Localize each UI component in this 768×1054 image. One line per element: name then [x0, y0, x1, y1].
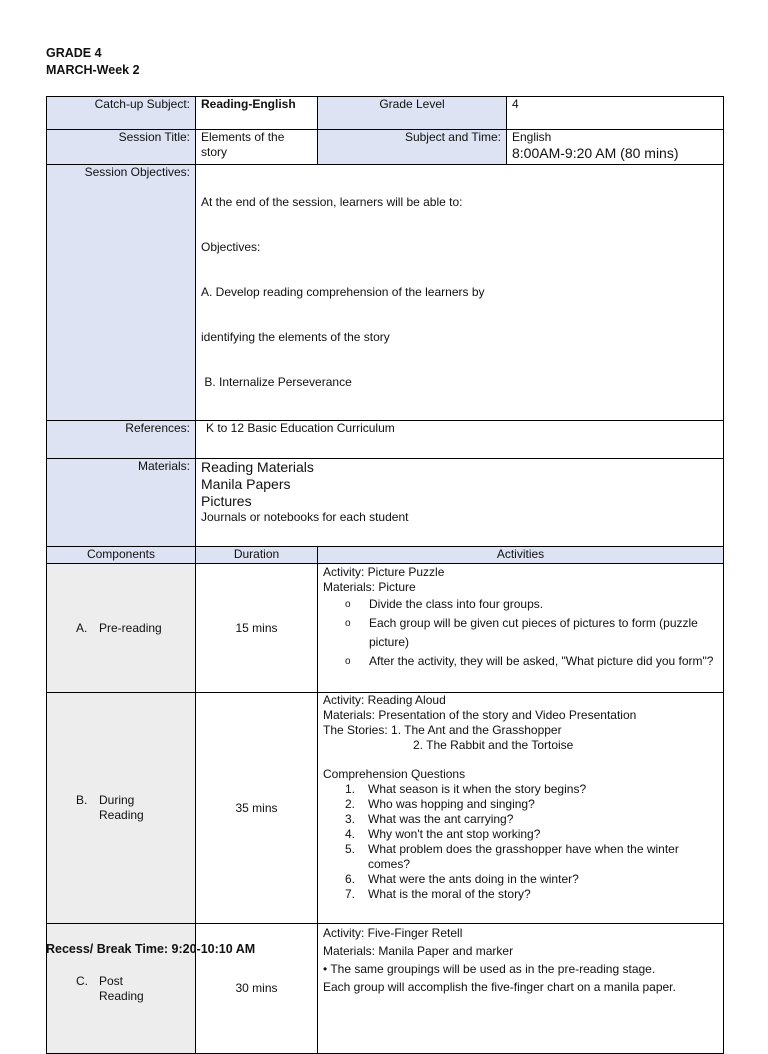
session-title-label: Session Title:	[47, 130, 196, 165]
list-item: 2. Who was hopping and singing?	[345, 797, 535, 811]
activity-title: Activity: Reading Aloud	[323, 693, 446, 707]
references-value: K to 12 Basic Education Curriculum	[196, 421, 724, 459]
component-name: Reading	[99, 808, 144, 822]
pre-reading-component	[47, 564, 196, 693]
week-heading: MARCH-Week 2	[46, 63, 140, 77]
stories-line: 2. The Rabbit and the Tortoise	[413, 738, 574, 752]
row-objectives	[47, 165, 724, 421]
materials-label: Materials:	[47, 459, 196, 547]
materials-cell	[196, 459, 724, 547]
objectives-label: Session Objectives:	[47, 165, 196, 421]
column-header-row	[47, 547, 724, 564]
components-header: Components	[47, 547, 196, 564]
list-item: 5. What problem does the grasshopper have when the winter comes?	[345, 842, 679, 871]
component-letter: C.	[76, 973, 88, 988]
pre-reading-duration: 15 mins	[196, 564, 318, 693]
activities-header: Activities	[318, 547, 724, 564]
component-name: During	[99, 793, 135, 807]
objectives-line: identifying the elements of the story	[201, 330, 390, 344]
list-item: o Each group will be given cut pieces of pictures to form (puzzle picture)	[345, 616, 698, 649]
activity-title: Activity: Five-Finger Retell	[323, 926, 463, 940]
grade-heading: GRADE 4	[46, 46, 102, 60]
grade-level-value: 4	[507, 97, 724, 130]
component-letter: B.	[76, 793, 88, 807]
questions-title: Comprehension Questions	[323, 767, 466, 781]
stories-line: The Stories: 1. The Ant and the Grasshopper	[323, 723, 562, 737]
subject-value: English	[512, 130, 552, 144]
list-item: 4. Why won't the ant stop working?	[345, 827, 541, 841]
row-pre-reading	[47, 564, 724, 693]
comprehension-questions	[323, 782, 718, 902]
objectives-line: At the end of the session, learners will be able to:	[201, 195, 463, 209]
component-name: Pre-reading	[99, 620, 162, 635]
post-reading-duration: 30 mins	[196, 924, 318, 1054]
list-item: o Divide the class into four groups.	[345, 597, 544, 611]
activity-materials: Materials: Manila Paper and marker	[323, 944, 514, 958]
references-label: References:	[47, 421, 196, 459]
list-item: 7. What is the moral of the story?	[345, 887, 531, 901]
list-item: o After the activity, they will be asked, "What picture did you form"?	[345, 654, 714, 668]
row-catchup-subject	[47, 97, 724, 130]
time-value: 8:00AM-9:20 AM (80 mins)	[512, 145, 679, 161]
grade-level-label: Grade Level	[318, 97, 507, 130]
objectives-cell	[196, 165, 724, 421]
break-time-note: Recess/ Break Time: 9:20-10:10 AM	[46, 942, 256, 956]
objectives-line: Objectives:	[201, 240, 261, 254]
row-materials	[47, 459, 724, 547]
row-during-reading	[47, 693, 724, 924]
list-item: 3. What was the ant carrying?	[345, 812, 514, 826]
materials-item: Pictures	[201, 493, 252, 509]
lesson-plan-table	[46, 96, 724, 1054]
objectives-line: B. Internalize Perseverance	[201, 375, 352, 389]
component-name: Reading	[99, 988, 144, 1003]
during-reading-duration: 35 mins	[196, 693, 318, 924]
materials-item: Manila Papers	[201, 476, 291, 492]
materials-item: Journals or notebooks for each student	[201, 510, 409, 524]
list-item: 6. What were the ants doing in the winter?	[345, 872, 579, 886]
during-reading-activities	[318, 693, 724, 924]
row-references	[47, 421, 724, 459]
component-letter: A.	[76, 620, 88, 635]
list-item: 1. What season is it when the story begins?	[345, 782, 587, 796]
post-reading-activities	[318, 924, 724, 1054]
activity-materials: Materials: Picture	[323, 580, 416, 594]
document-header	[46, 45, 140, 79]
activity-steps	[323, 595, 718, 671]
row-session-title	[47, 130, 724, 165]
activity-step: Each group will accomplish the five-finger chart on a manila paper.	[323, 980, 676, 994]
session-title-value: Elements of the story	[196, 130, 318, 165]
subject-time-label: Subject and Time:	[318, 130, 507, 165]
objectives-line: A. Develop reading comprehension of the learners by	[201, 285, 485, 299]
subject-time-cell	[507, 130, 724, 165]
duration-header: Duration	[196, 547, 318, 564]
component-name: Post	[99, 973, 124, 988]
catchup-subject-value: Reading-English	[196, 97, 318, 130]
pre-reading-activities	[318, 564, 724, 693]
materials-item: Reading Materials	[201, 459, 314, 475]
during-reading-component	[47, 693, 196, 924]
activity-step: • The same groupings will be used as in the pre-reading stage.	[323, 962, 656, 976]
catchup-subject-label: Catch-up Subject:	[47, 97, 196, 130]
activity-materials: Materials: Presentation of the story and Video Presentation	[323, 708, 637, 722]
activity-title: Activity: Picture Puzzle	[323, 565, 445, 579]
